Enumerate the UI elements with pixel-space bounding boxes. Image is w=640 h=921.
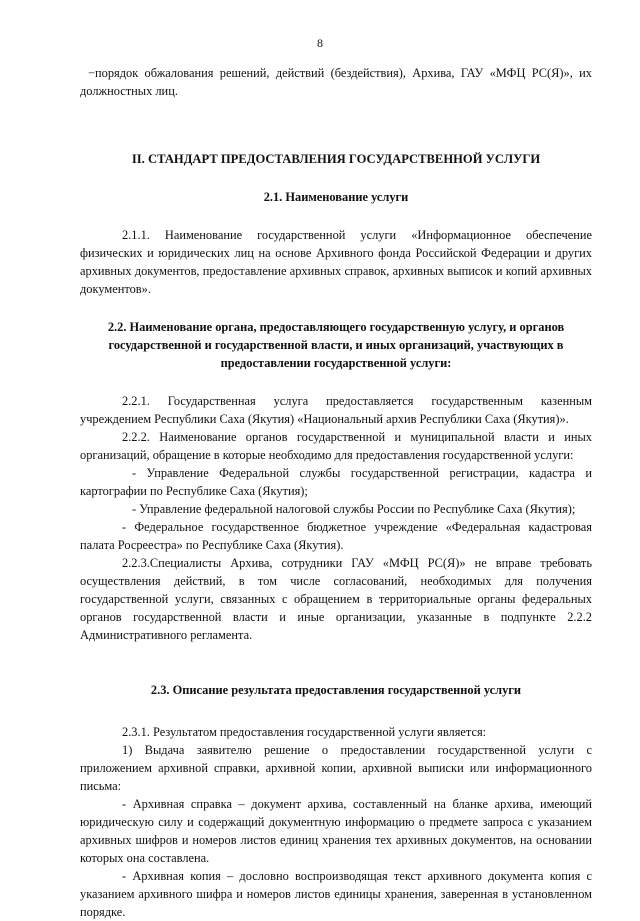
subsection-heading-2-2: 2.2. Наименование органа, предоставляющего государственную услугу, и органов государственной и государственной власти, и иных организаций, участвующих в предоставлении государственной услуги:: [107, 320, 565, 370]
paragraph-2-2-1: 2.2.1. Государственная услуга предоставляется государственным казенным учреждением Республики Саха (Якутия) «Национальный архив Республики Саха (Якутия)».: [80, 394, 592, 426]
list-item-result-1: 1) Выдача заявителю решение о предоставлении государственной услуги с приложением архивной справки, архивной копии, архивной выписки или информационного письма:: [80, 743, 592, 793]
paragraph-2-3-1: 2.3.1. Результатом предоставления государственной услуги является:: [122, 725, 487, 739]
list-item-cadastral-chamber: - Федеральное государственное бюджетное учреждение «Федеральная кадастровая палата Росреестра» по Республике Саха (Якутия).: [80, 520, 592, 552]
page-content: [80, 64, 592, 921]
page-number: 8: [317, 36, 323, 50]
list-item-rosreestr: - Управление Федеральной службы государственной регистрации, кадастра и картографии по Республике Саха (Якутия);: [80, 466, 592, 498]
definition-archive-certificate: - Архивная справка – документ архива, составленный на бланке архива, имеющий юридическую силу и содержащий документную информацию о предмете запроса с указанием архивных шифров и номеров листов единиц хранения тех архивных документов, на основании которых она составлена.: [80, 797, 592, 865]
paragraph-2-2-3: 2.2.3.Специалисты Архива, сотрудники ГАУ «МФЦ РС(Я)» не вправе требовать осуществления действий, в том числе согласований, необходимых для получения государственной услуги, связанных с обращением в территориальные органы федеральных органов государственной власти и иные организации, указанные в подпункте 2.2.2 Административного регламента.: [80, 556, 592, 642]
list-item-tax-service: - Управление федеральной налоговой службы России по Республике Саха (Якутия);: [132, 502, 576, 516]
section-heading: II. СТАНДАРТ ПРЕДОСТАВЛЕНИЯ ГОСУДАРСТВЕННОЙ УСЛУГИ: [131, 152, 541, 166]
paragraph-2-2-2: 2.2.2. Наименование органов государственной и муниципальной власти и иных организаций, обращение в которые необходимо для предоставления государственной услуги:: [80, 430, 592, 462]
subsection-heading-2-3: 2.3. Описание результата предоставления государственной услуги: [150, 683, 522, 697]
subsection-heading-2-1: 2.1. Наименование услуги: [263, 190, 409, 204]
paragraph-appeal-procedure: −порядок обжалования решений, действий (бездействия), Архива, ГАУ «МФЦ РС(Я)», их должностных лиц.: [80, 66, 592, 98]
definition-archive-copy: - Архивная копия – дословно воспроизводящая текст архивного документа копия с указанием архивного шифра и номеров листов единицы хранения, заверенная в установленном порядке.: [80, 869, 592, 919]
paragraph-2-1-1: 2.1.1. Наименование государственной услуги «Информационное обеспечение физических и юридических лиц на основе Архивного фонда Российской Федерации и других архивных документов, предоставление архивных справок, архивных выписок и копий архивных документов».: [80, 228, 592, 296]
